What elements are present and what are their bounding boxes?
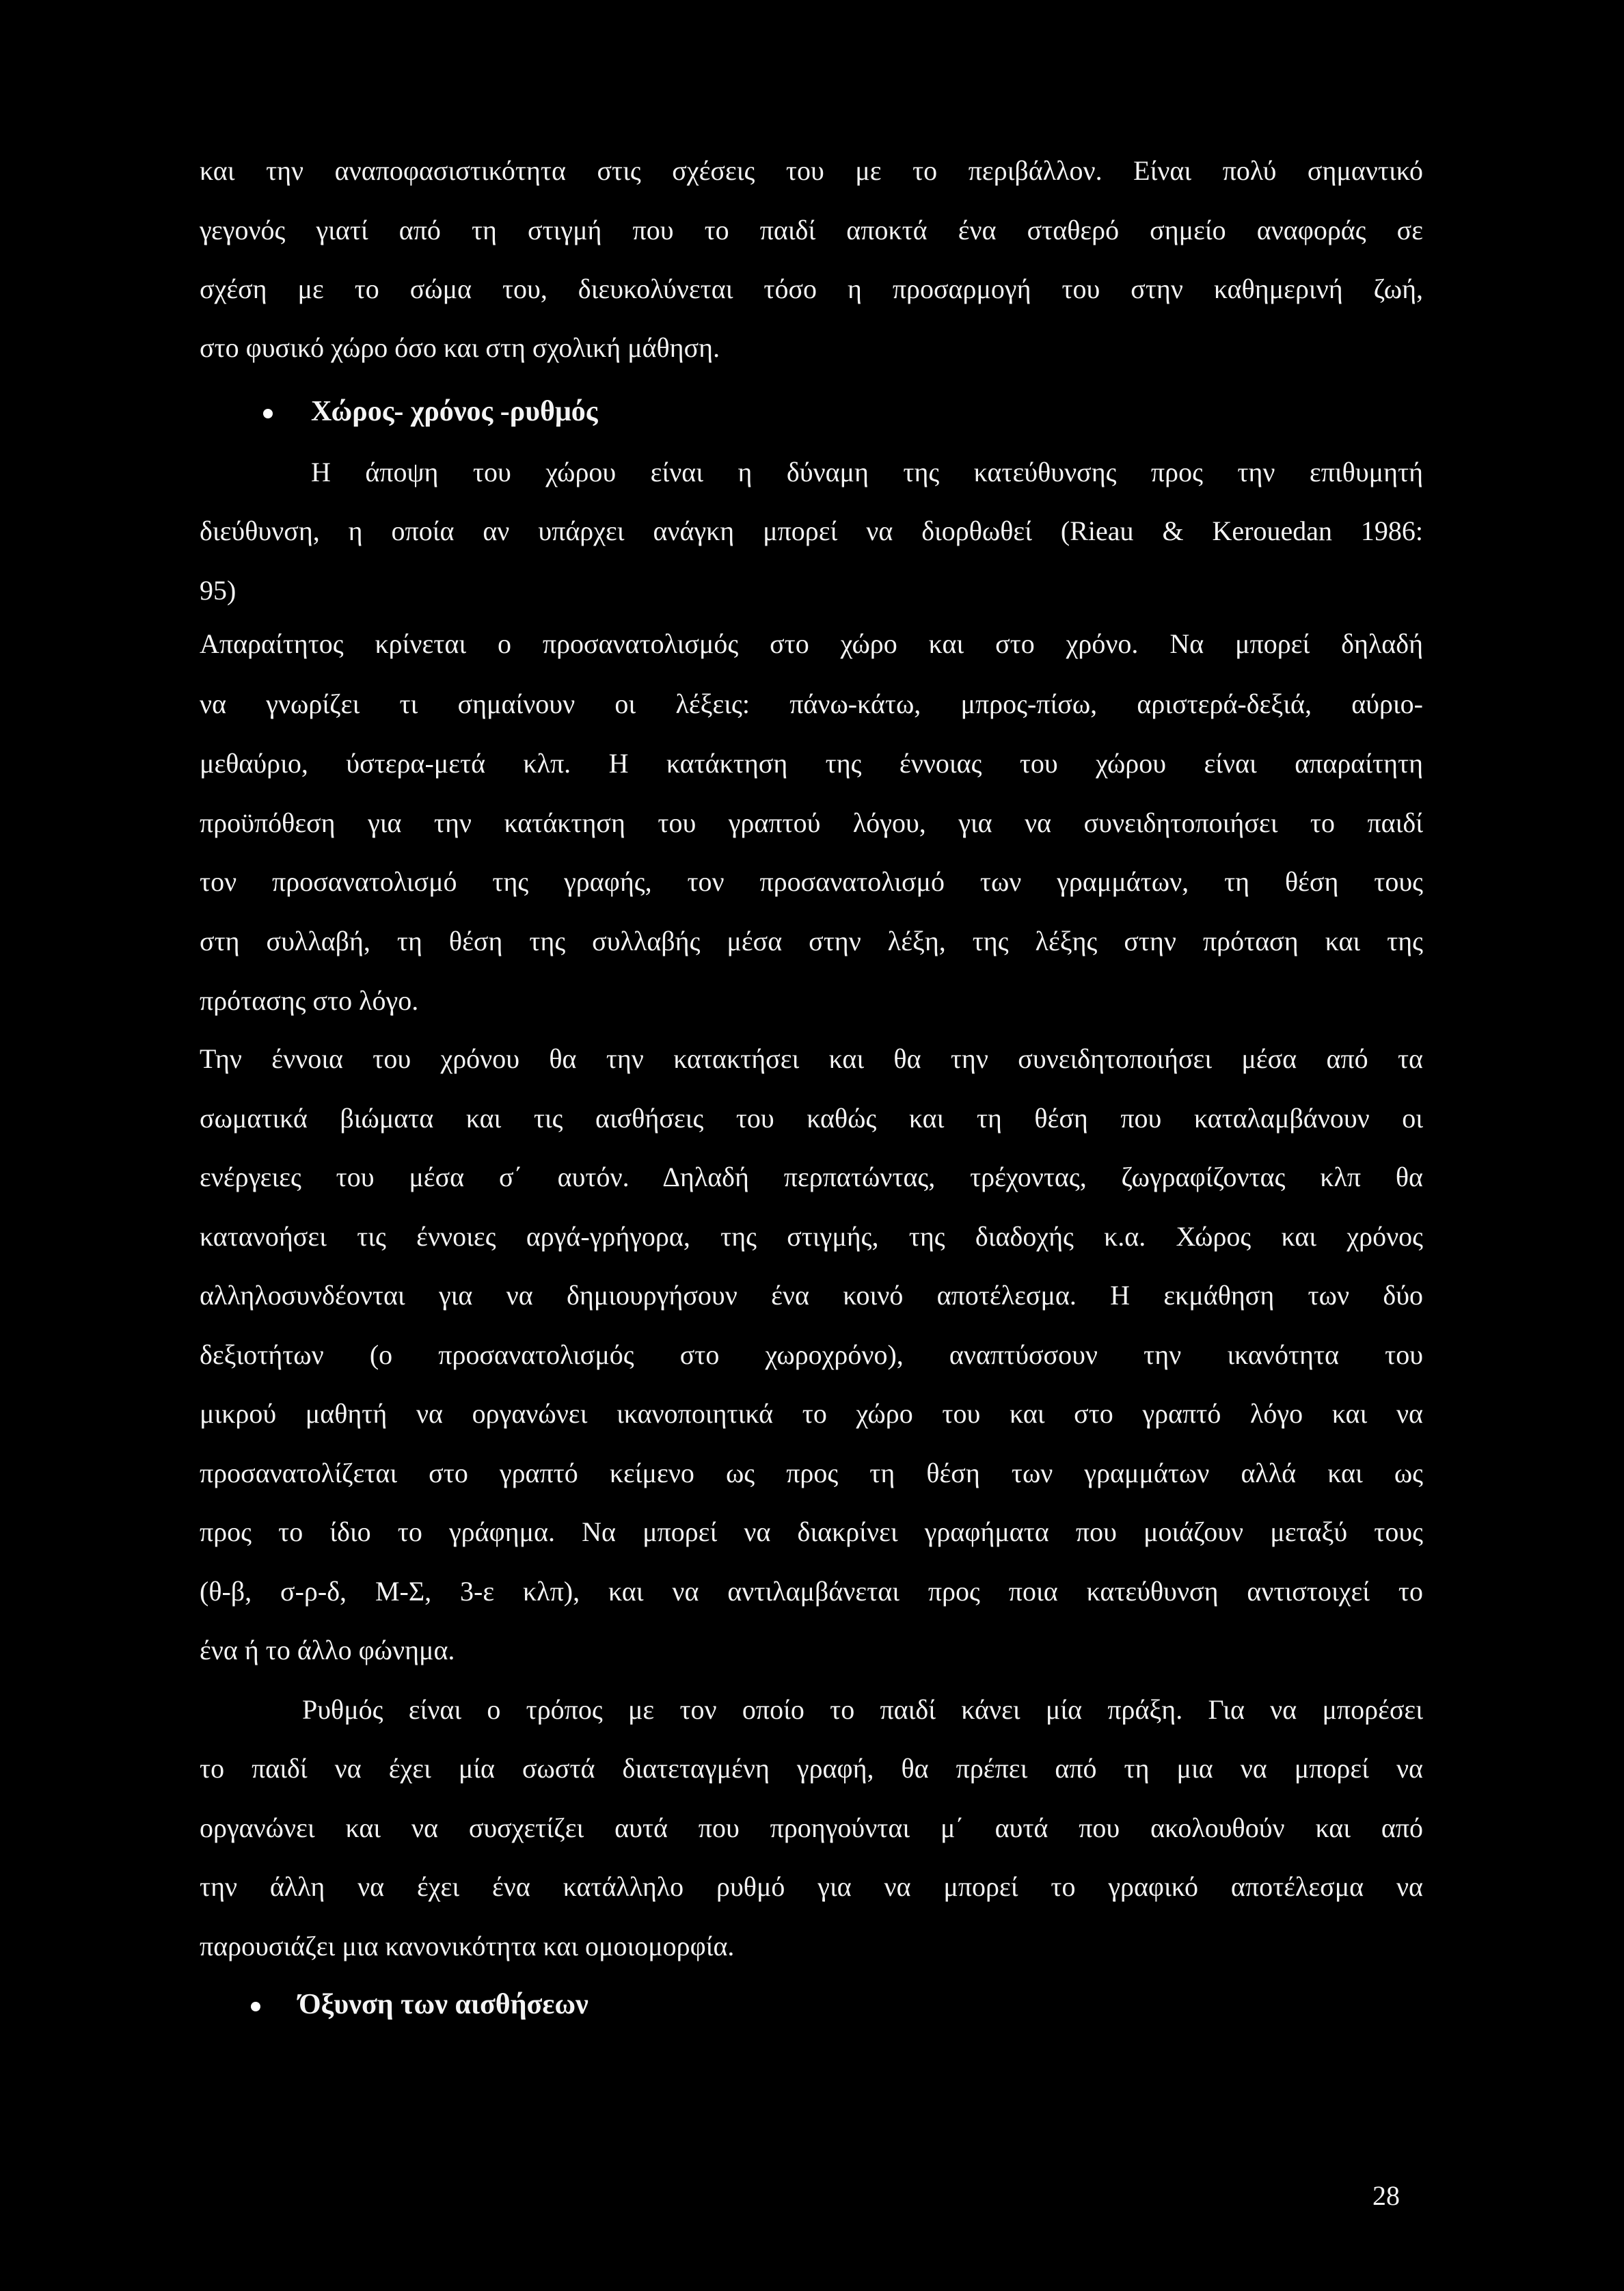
paragraph-line: στη συλλαβή, τη θέση της συλλαβής μέσα στην λέξη, της λέξης στην πρόταση και της [200, 926, 1423, 956]
paragraph-line: σωματικά βιώματα και τις αισθήσεις του καθώς και τη θέση που καταλαμβάνουν οι [200, 1103, 1423, 1134]
page-number: 28 [1372, 2180, 1400, 2211]
paragraph-line: προς το ίδιο το γράφημα. Να μπορεί να διακρίνει γραφήματα που μοιάζουν μεταξύ τους [200, 1516, 1423, 1547]
paragraph-line: Απαραίτητος κρίνεται ο προσανατολισμός στο χώρο και στο χρόνο. Να μπορεί δηλαδή [200, 628, 1423, 659]
bullet-icon [263, 409, 273, 418]
paragraph-line: Η άποψη του χώρου είναι η δύναμη της κατεύθυνσης προς την επιθυμητή [311, 457, 1423, 487]
paragraph-line: Ρυθμός είναι ο τρόπος με τον οποίο το παιδί κάνει μία πράξη. Για να μπορέσει [302, 1694, 1423, 1725]
paragraph-line: γεγονός γιατί από τη στιγμή που το παιδί αποκτά ένα σταθερό σημείο αναφοράς σε [200, 215, 1423, 245]
paragraph-line: προϋπόθεση για την κατάκτηση του γραπτού λόγου, για να συνειδητοποιήσει το παιδί [200, 807, 1423, 838]
paragraph-line: μεθαύριο, ύστερα-μετά κλπ. Η κατάκτηση της έννοιας του χώρου είναι απαραίτητη [200, 748, 1423, 779]
paragraph-line: ενέργειες του μέσα σ΄ αυτόν. Δηλαδή περπατώντας, τρέχοντας, ζωγραφίζοντας κλπ θα [200, 1162, 1423, 1192]
paragraph-line: το παιδί να έχει μία σωστά διατεταγμένη γραφή, θα πρέπει από τη μια να μπορεί να [200, 1753, 1423, 1784]
paragraph-line: στο φυσικό χώρο όσο και στη σχολική μάθηση. [200, 332, 720, 363]
paragraph-line: αλληλοσυνδέονται για να δημιουργήσουν ένα κοινό αποτέλεσμα. Η εκμάθηση των δύο [200, 1280, 1423, 1311]
paragraph-line: τον προσανατολισμό της γραφής, τον προσανατολισμό των γραμμάτων, τη θέση τους [200, 866, 1423, 897]
paragraph-line: κατανοήσει τις έννοιες αργά-γρήγορα, της στιγμής, της διαδοχής κ.α. Χώρος και χρόνος [200, 1221, 1423, 1252]
paragraph-line: προσανατολίζεται στο γραπτό κείμενο ως προς τη θέση των γραμμάτων αλλά και ως [200, 1458, 1423, 1488]
paragraph-line: να γνωρίζει τι σημαίνουν οι λέξεις: πάνω-κάτω, μπρος-πίσω, αριστερά-δεξιά, αύριο- [200, 688, 1423, 719]
section-heading: Όξυνση των αισθήσεων [299, 1989, 588, 2020]
paragraph-line: μικρού μαθητή να οργανώνει ικανοποιητικά το χώρο του και στο γραπτό λόγο και να [200, 1398, 1423, 1429]
paragraph-line: παρουσιάζει μια κανονικότητα και ομοιομορφία. [200, 1931, 735, 1961]
paragraph-line: (θ-β, σ-ρ-δ, Μ-Σ, 3-ε κλπ), και να αντιλαμβάνεται προς ποια κατεύθυνση αντιστοιχεί το [200, 1576, 1423, 1607]
paragraph-line: την άλλη να έχει ένα κατάλληλο ρυθμό για να μπορεί το γραφικό αποτέλεσμα να [200, 1871, 1423, 1902]
paragraph-line: 95) [200, 575, 236, 606]
paragraph-line: σχέση με το σώμα του, διευκολύνεται τόσο η προσαρμογή του στην καθημερινή ζωή, [200, 273, 1423, 304]
section-heading: Χώρος- χρόνος -ρυθμός [311, 396, 598, 427]
bullet-icon [251, 2002, 260, 2011]
paragraph-line: διεύθυνση, η οποία αν υπάρχει ανάγκη μπορεί να διορθωθεί (Rieau & Kerouedan 1986: [200, 515, 1423, 546]
paragraph-line: Την έννοια του χρόνου θα την κατακτήσει και θα την συνειδητοποιήσει μέσα από τα [200, 1043, 1423, 1074]
paragraph-line: δεξιοτήτων (ο προσανατολισμός στο χωροχρόνο), αναπτύσσουν την ικανότητα του [200, 1339, 1423, 1370]
paragraph-line: πρότασης στο λόγο. [200, 985, 419, 1016]
paragraph-line: και την αναποφασιστικότητα στις σχέσεις του με το περιβάλλον. Είναι πολύ σημαντικό [200, 155, 1423, 186]
paragraph-line: ένα ή το άλλο φώνημα. [200, 1635, 455, 1665]
paragraph-line: οργανώνει και να συσχετίζει αυτά που προηγούνται μ΄ αυτά που ακολουθούν και από [200, 1812, 1423, 1843]
